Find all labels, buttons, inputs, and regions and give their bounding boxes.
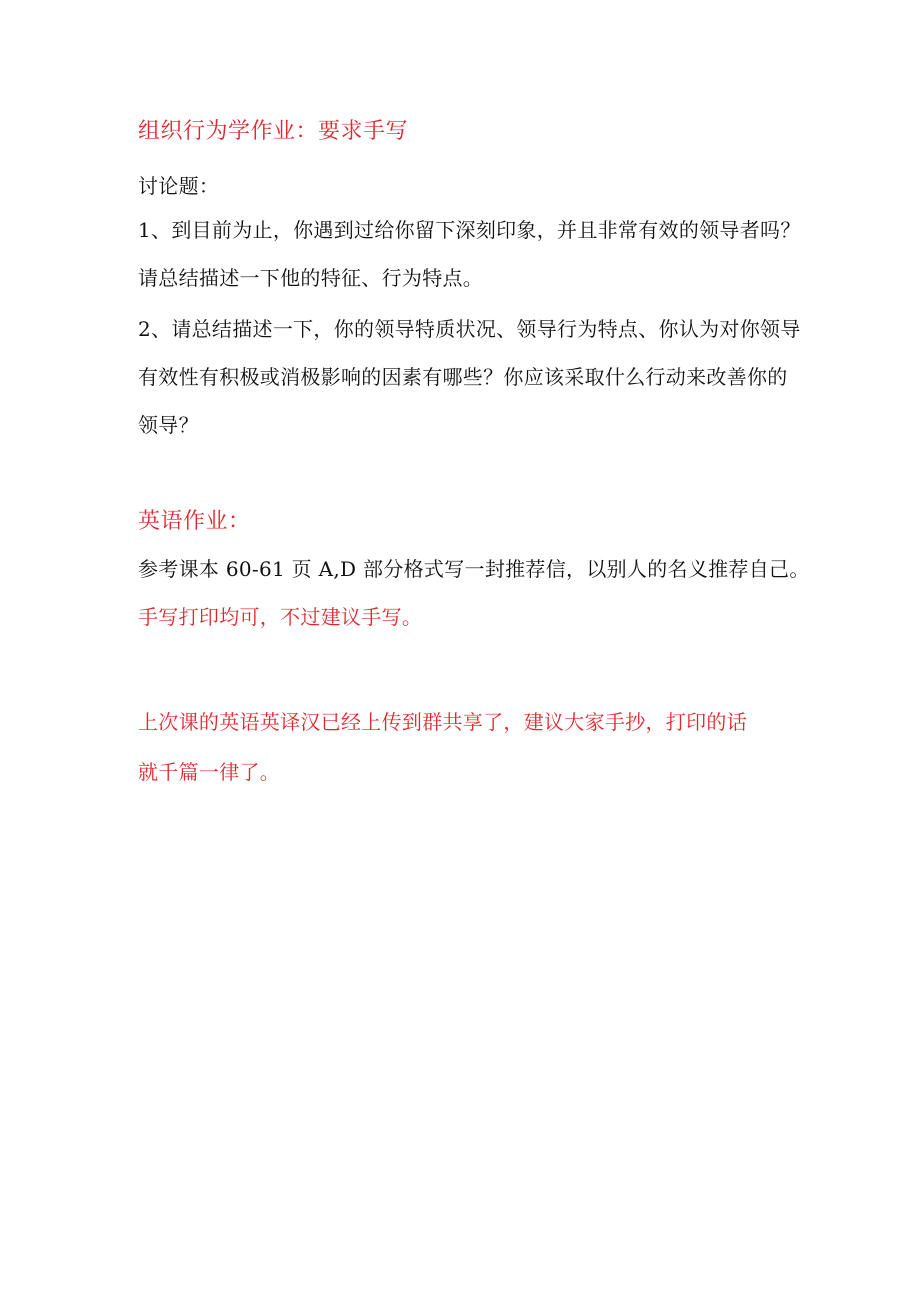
section2-note: 手写打印均可，不过建议手写。 (138, 605, 423, 629)
section2-body: 参考课本 60-61 页 A,D 部分格式写一封推荐信，以别人的名义推荐自己。 (138, 557, 810, 581)
question1-line1: 1、到目前为止，你遇到过给你留下深刻印象，并且非常有效的领导者吗？ (138, 218, 801, 242)
question2-line2: 有效性有积极或消极影响的因素有哪些？你应该采取什么行动来改善你的 (138, 365, 788, 389)
question1-line2: 请总结描述一下他的特征、行为特点。 (138, 266, 484, 290)
question2-line1: 2、请总结描述一下，你的领导特质状况、领导行为特点、你认为对你领导 (138, 317, 801, 341)
section1-subheading: 讨论题： (138, 174, 220, 198)
section3-note-line1: 上次课的英语英译汉已经上传到群共享了，建议大家手抄，打印的话 (138, 710, 747, 734)
section3-note-line2: 就千篇一律了。 (138, 760, 281, 784)
section1-title: 组织行为学作业：要求手写 (138, 119, 409, 144)
question2-line3: 领导？ (138, 413, 199, 437)
section2-title: 英语作业： (138, 509, 251, 534)
